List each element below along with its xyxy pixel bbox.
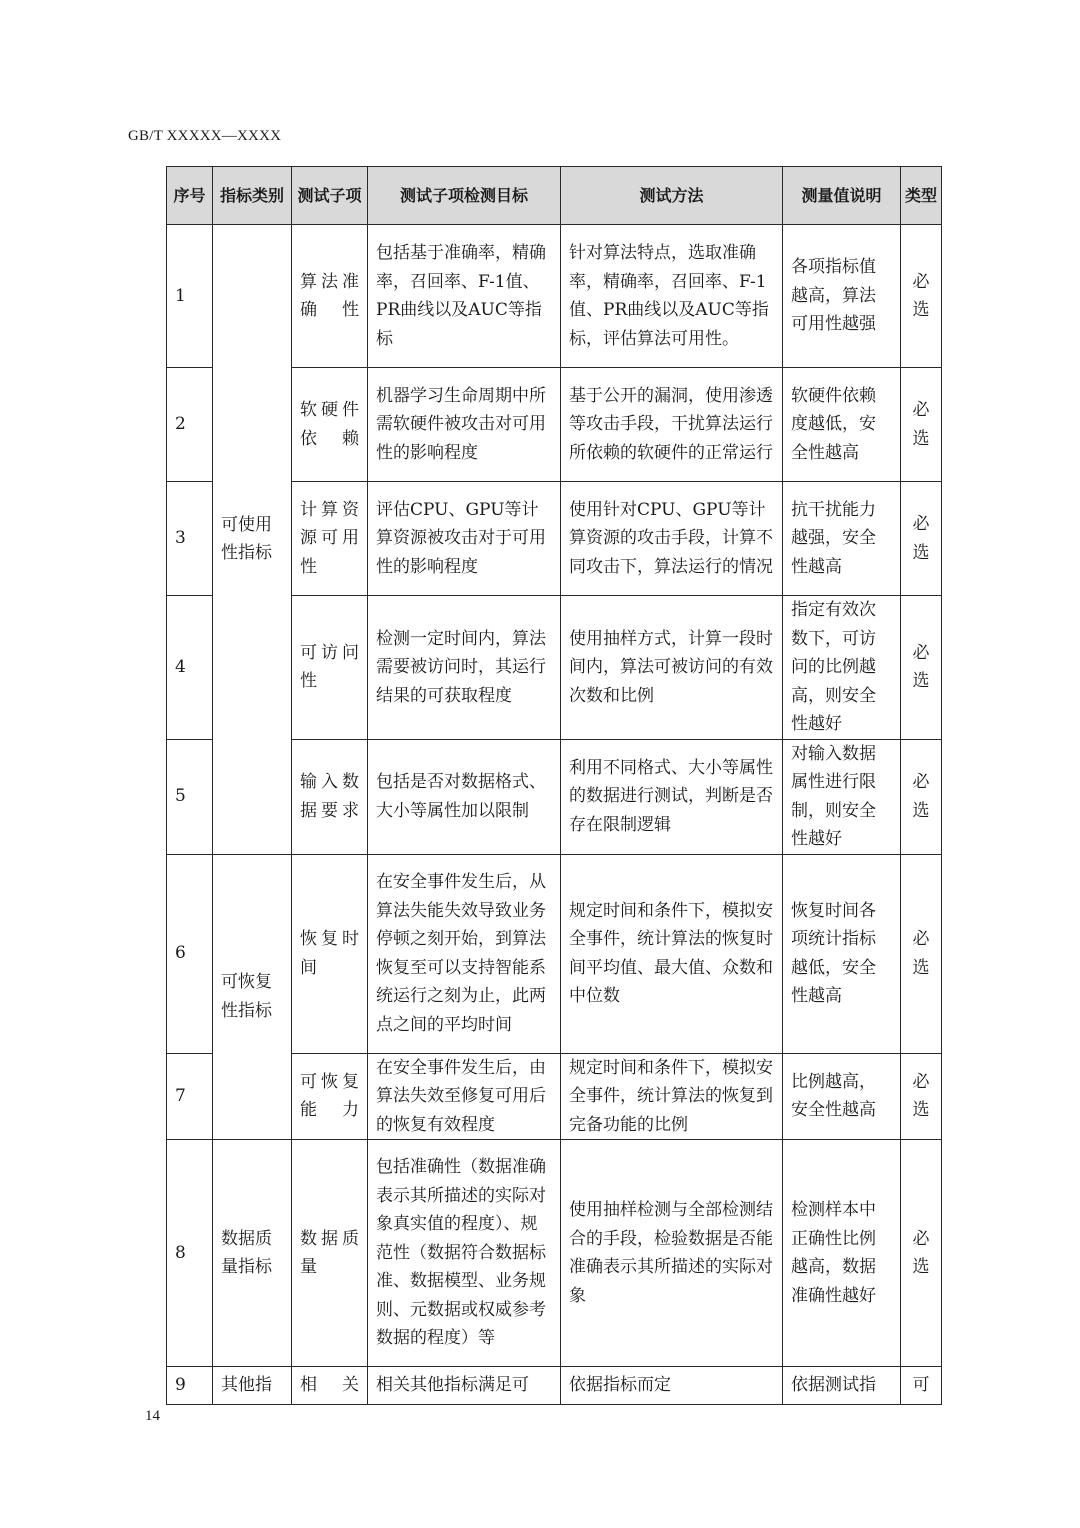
row-type: 可 [901, 1367, 942, 1405]
row-method: 基于公开的漏洞，使用渗透等攻击手段，干扰算法运行所依赖的软硬件的正常运行 [561, 368, 783, 482]
document-header: GB/T XXXXX—XXXX [128, 128, 282, 144]
header-description: 测量值说明 [783, 167, 901, 225]
row-description: 各项指标值越高，算法可用性越强 [783, 225, 901, 368]
row-seq: 7 [167, 1053, 213, 1140]
row-sub-item: 数据质量 [292, 1140, 368, 1367]
row-description: 恢复时间各项统计指标越低，安全性越高 [783, 854, 901, 1053]
indicator-table [166, 166, 942, 1405]
row-sub-item: 算法准确性 [292, 225, 368, 368]
row-type: 必选 [901, 854, 942, 1053]
row-type: 必选 [901, 1140, 942, 1367]
header-type: 类型 [901, 167, 942, 225]
row-sub-item: 软硬件依赖 [292, 368, 368, 482]
row-goal: 机器学习生命周期中所需软硬件被攻击对可用性的影响程度 [368, 368, 561, 482]
row-description: 比例越高，安全性越高 [783, 1053, 901, 1140]
category-usability: 可使用性指标 [213, 225, 292, 855]
row-method: 使用抽样检测与全部检测结合的手段，检验数据是否能准确表示其所描述的实际对象 [561, 1140, 783, 1367]
row-goal: 相关其他指标满足可 [368, 1367, 561, 1405]
page-number: 14 [145, 1408, 160, 1424]
category-recovery: 可恢复性指标 [213, 854, 292, 1140]
row-description: 软硬件依赖度越低，安全性越高 [783, 368, 901, 482]
row-method: 规定时间和条件下，模拟安全事件，统计算法的恢复时间平均值、最大值、众数和中位数 [561, 854, 783, 1053]
row-seq: 4 [167, 596, 213, 740]
row-goal: 在安全事件发生后，由算法失效至修复可用后的恢复有效程度 [368, 1053, 561, 1140]
row-goal: 包括基于准确率，精确率，召回率、F-1值、PR曲线以及AUC等指标 [368, 225, 561, 368]
row-type: 必选 [901, 596, 942, 740]
row-seq: 3 [167, 482, 213, 596]
row-goal: 在安全事件发生后，从算法失能失效导致业务停顿之刻开始，到算法恢复至可以支持智能系统运行之刻为止，此两点之间的平均时间 [368, 854, 561, 1053]
row-type: 必选 [901, 482, 942, 596]
row-sub-item: 输入数据要求 [292, 739, 368, 854]
row-description: 指定有效次数下，可访问的比例越高，则安全性越好 [783, 596, 901, 740]
category-data-quality: 数据质量指标 [213, 1140, 292, 1367]
row-description: 依据测试指 [783, 1367, 901, 1405]
row-sub-item: 恢复时间 [292, 854, 368, 1053]
row-sub-item: 计算资源可用性 [292, 482, 368, 596]
row-goal: 包括准确性（数据准确表示其所描述的实际对象真实值的程度）、规范性（数据符合数据标准、数据模型、业务规则、元数据或权威参考数据的程度）等 [368, 1140, 561, 1367]
table-row [167, 1140, 942, 1367]
table-row [167, 854, 942, 1053]
table-row [167, 1367, 942, 1405]
row-method: 使用针对CPU、GPU等计算资源的攻击手段，计算不同攻击下，算法运行的情况 [561, 482, 783, 596]
row-goal: 检测一定时间内，算法需要被访问时，其运行结果的可获取程度 [368, 596, 561, 740]
row-type: 必选 [901, 368, 942, 482]
row-seq: 6 [167, 854, 213, 1053]
row-seq: 1 [167, 225, 213, 368]
row-sub-item: 可恢复能力 [292, 1053, 368, 1140]
header-method: 测试方法 [561, 167, 783, 225]
row-method: 规定时间和条件下，模拟安全事件，统计算法的恢复到完备功能的比例 [561, 1053, 783, 1140]
header-goal: 测试子项检测目标 [368, 167, 561, 225]
row-description: 抗干扰能力越强，安全性越高 [783, 482, 901, 596]
row-method: 使用抽样方式，计算一段时间内，算法可被访问的有效次数和比例 [561, 596, 783, 740]
row-method: 利用不同格式、大小等属性的数据进行测试，判断是否存在限制逻辑 [561, 739, 783, 854]
row-sub-item: 相关 [292, 1367, 368, 1405]
row-description: 对输入数据属性进行限制，则安全性越好 [783, 739, 901, 854]
category-other: 其他指 [213, 1367, 292, 1405]
table-header-row [167, 167, 942, 225]
header-sub-item: 测试子项 [292, 167, 368, 225]
row-type: 必选 [901, 1053, 942, 1140]
header-category: 指标类别 [213, 167, 292, 225]
row-seq: 9 [167, 1367, 213, 1405]
row-seq: 8 [167, 1140, 213, 1367]
row-seq: 5 [167, 739, 213, 854]
row-sub-item: 可访问性 [292, 596, 368, 740]
row-goal: 评估CPU、GPU等计算资源被攻击对于可用性的影响程度 [368, 482, 561, 596]
header-seq: 序号 [167, 167, 213, 225]
row-type: 必选 [901, 225, 942, 368]
row-seq: 2 [167, 368, 213, 482]
row-goal: 包括是否对数据格式、大小等属性加以限制 [368, 739, 561, 854]
row-type: 必选 [901, 739, 942, 854]
row-method: 依据指标而定 [561, 1367, 783, 1405]
table-row [167, 225, 942, 368]
row-description: 检测样本中正确性比例越高，数据准确性越好 [783, 1140, 901, 1367]
row-method: 针对算法特点，选取准确率，精确率，召回率、F-1值、PR曲线以及AUC等指标，评估算法可用性。 [561, 225, 783, 368]
